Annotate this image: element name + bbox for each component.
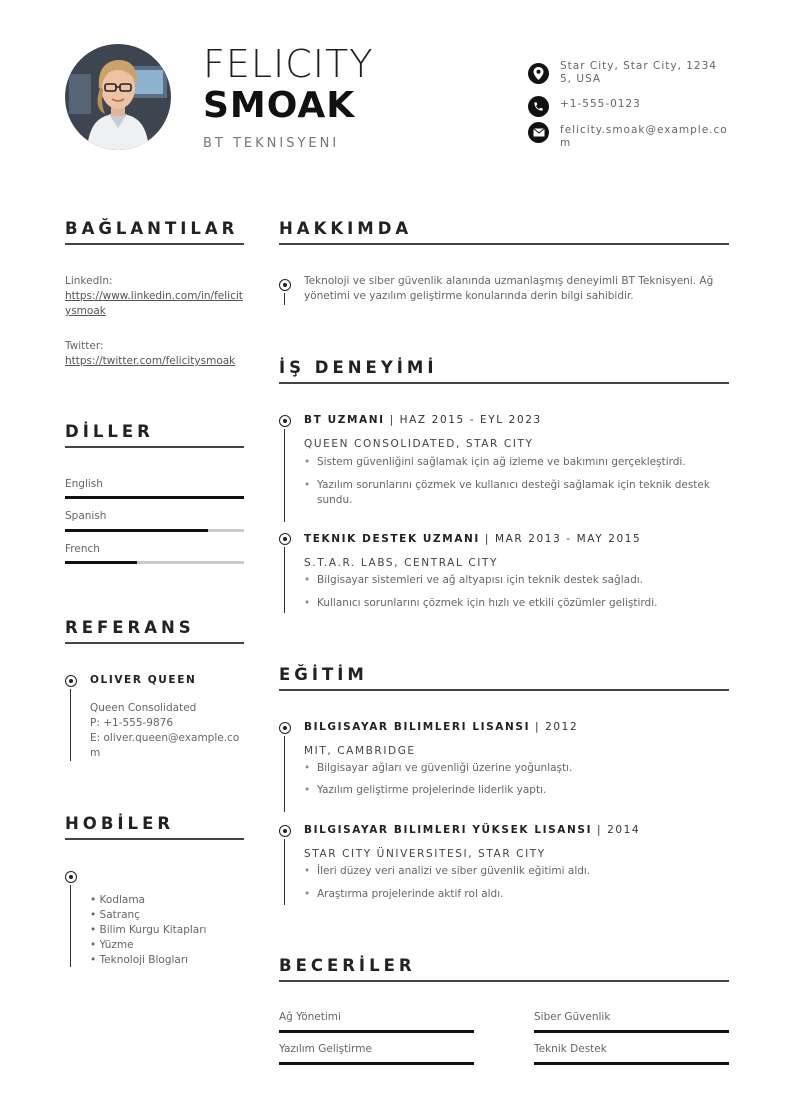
section-divider xyxy=(65,642,244,644)
language-bar xyxy=(65,561,244,564)
section-divider xyxy=(65,446,244,448)
language-name: English xyxy=(65,478,103,490)
linkedin-label: LinkedIn: xyxy=(65,275,113,287)
language-bar xyxy=(65,496,244,499)
timeline-line xyxy=(284,429,285,522)
references-heading: REFERANS xyxy=(65,618,195,637)
section-divider xyxy=(65,838,244,840)
education-bullet: • Araştırma projelerinde aktif rol aldı. xyxy=(317,887,727,902)
job-title: BT TEKNISYENI xyxy=(203,136,340,151)
language-name: Spanish xyxy=(65,510,107,522)
timeline-dot-icon xyxy=(279,722,291,734)
skill-bar xyxy=(534,1030,729,1033)
email-icon xyxy=(528,122,549,143)
education-bullet: • Bilgisayar ağları ve güvenliği üzerine yoğunlaştı. xyxy=(317,761,727,776)
section-divider xyxy=(279,689,729,691)
job-heading: TEKNIK DESTEK UZMANI | MAR 2013 - MAY 2015 xyxy=(304,533,642,545)
job-dates: HAZ 2015 - EYL 2023 xyxy=(399,414,542,426)
language-name: French xyxy=(65,543,100,555)
skill-bar xyxy=(279,1030,474,1033)
skill-bar xyxy=(534,1062,729,1065)
contact-phone: +1-555-0123 xyxy=(560,98,641,110)
section-divider xyxy=(65,243,244,245)
hobby-item: • Yüzme xyxy=(90,939,134,951)
skill-name: Teknik Destek xyxy=(534,1043,607,1055)
degree-year: 2014 xyxy=(607,824,641,836)
skill-name: Ağ Yönetimi xyxy=(279,1011,341,1023)
timeline-dot-icon xyxy=(279,825,291,837)
job-dates: MAR 2013 - MAY 2015 xyxy=(494,533,642,545)
timeline-dot-icon xyxy=(65,871,77,883)
education-heading: EĞİTİM xyxy=(279,665,368,684)
reference-name-text: OLIVER QUEEN xyxy=(90,674,197,686)
skill-name: Siber Güvenlik xyxy=(534,1011,611,1023)
language-bar-fill xyxy=(65,529,208,532)
hobbies-heading: HOBİLER xyxy=(65,814,175,833)
hobbies-list xyxy=(90,893,206,968)
education-heading-line: BILGISAYAR BILIMLERI LISANSI | 2012 xyxy=(304,721,579,733)
reference-email[interactable]: E: oliver.queen@example.com xyxy=(90,732,240,759)
experience-heading: İŞ DENEYİMİ xyxy=(279,358,438,377)
skill-bar xyxy=(279,1062,474,1065)
section-divider xyxy=(279,243,729,245)
linkedin-link[interactable]: https://www.linkedin.com/in/felicitysmoak xyxy=(65,290,243,317)
language-bar xyxy=(65,529,244,532)
timeline-dot-icon xyxy=(279,533,291,545)
reference-company: Queen Consolidated xyxy=(90,702,197,714)
location-pin-icon xyxy=(528,63,549,84)
job-organization: QUEEN CONSOLIDATED, STAR CITY xyxy=(304,438,534,450)
education-heading-line: BILGISAYAR BILIMLERI YÜKSEK LISANSI | 2014 xyxy=(304,824,641,836)
twitter-link[interactable]: https://twitter.com/felicitysmoak xyxy=(65,355,236,367)
timeline-line xyxy=(284,547,285,613)
language-bar-fill xyxy=(65,561,137,564)
reference-name xyxy=(90,674,196,686)
reference-phone: P: +1-555-9876 xyxy=(90,717,174,729)
timeline-line xyxy=(70,885,71,967)
timeline-line xyxy=(284,839,285,905)
education-bullet: • Yazılım geliştirme projelerinde liderlik yaptı. xyxy=(317,783,727,798)
section-divider xyxy=(279,382,729,384)
job-bullet: • Yazılım sorunlarını çözmek ve kullanıcı desteği sağlamak için teknik destek sundu. xyxy=(317,478,727,508)
languages-heading: DİLLER xyxy=(65,422,154,441)
job-bullet: • Kullanıcı sorunlarını çözmek için hızlı ve etkili çözümler geliştirdi. xyxy=(317,596,727,611)
contact-address: Star City, Star City, 12345, USA xyxy=(560,60,717,85)
timeline-dot-icon xyxy=(279,279,291,291)
contact-email[interactable]: felicity.smoak@example.com xyxy=(560,124,728,149)
hobby-item: • Bilim Kurgu Kitapları xyxy=(90,924,207,936)
profile-photo xyxy=(65,44,171,150)
about-heading: HAKKIMDA xyxy=(279,219,413,238)
job-bullet: • Sistem güvenliğini sağlamak için ağ izleme ve bakımını gerçekleştirdi. xyxy=(317,455,727,470)
hobby-item: • Kodlama xyxy=(90,894,145,906)
degree-year: 2012 xyxy=(545,721,579,733)
job-heading: BT UZMANI | HAZ 2015 - EYL 2023 xyxy=(304,414,542,426)
school-name: STAR CITY ÜNIVERSITESI, STAR CITY xyxy=(304,848,546,860)
job-title: TEKNIK DESTEK UZMANI xyxy=(304,533,480,545)
about-text: Teknoloji ve siber güvenlik alanında uzmanlaşmış deneyimli BT Teknisyeni. Ağ yönetimi ve yazılım geliştirme konularında derin bilgi sahibidir. xyxy=(304,275,714,302)
timeline-dot-icon xyxy=(279,415,291,427)
connections-heading: BAĞLANTILAR xyxy=(65,219,239,238)
skills-heading: BECERİLER xyxy=(279,956,416,975)
timeline-line xyxy=(284,293,285,305)
education-bullet: • İleri düzey veri analizi ve siber güvenlik eğitimi aldı. xyxy=(317,864,727,879)
first-name: FELICITY xyxy=(203,42,374,86)
hobby-item: • Satranç xyxy=(90,909,140,921)
degree-name: BILGISAYAR BILIMLERI LISANSI xyxy=(304,721,531,733)
section-divider xyxy=(279,980,729,982)
timeline-line xyxy=(70,689,71,761)
skill-name: Yazılım Geliştirme xyxy=(279,1043,372,1055)
degree-name: BILGISAYAR BILIMLERI YÜKSEK LISANSI xyxy=(304,824,593,836)
last-name: SMOAK xyxy=(203,85,356,126)
job-bullet: • Bilgisayar sistemleri ve ağ altyapısı için teknik destek sağladı. xyxy=(317,573,727,588)
twitter-label: Twitter: xyxy=(65,340,104,352)
language-bar-fill xyxy=(65,496,244,499)
school-name: MIT, CAMBRIDGE xyxy=(304,745,416,757)
timeline-line xyxy=(284,736,285,812)
job-title: BT UZMANI xyxy=(304,414,385,426)
timeline-dot-icon xyxy=(65,675,77,687)
job-organization: S.T.A.R. LABS, CENTRAL CITY xyxy=(304,557,499,569)
phone-icon xyxy=(528,96,549,117)
hobby-item: • Teknoloji Blogları xyxy=(90,954,189,966)
